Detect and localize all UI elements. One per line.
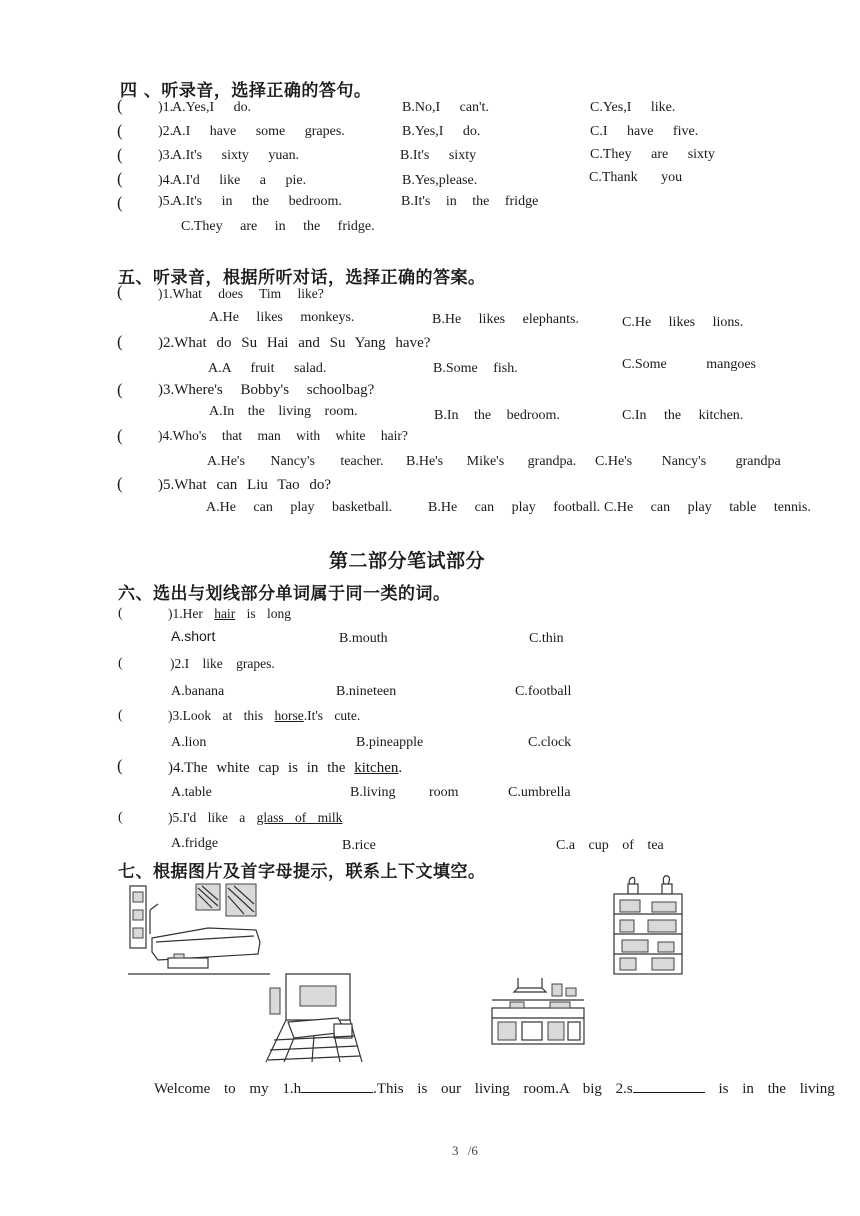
option-b: B.nineteen (336, 684, 397, 699)
living-room-picture (128, 880, 270, 980)
option-a: A.I'd like a pie. (172, 173, 307, 188)
question-text: )5.I'd like a glass of milk (168, 810, 343, 825)
option-c: C.He can play table tennis. (604, 500, 811, 515)
option-c: C.They are sixty (590, 147, 715, 162)
option-b: B.It's sixty (400, 148, 477, 163)
option-c: C.umbrella (508, 785, 571, 800)
option-a: A.banana (171, 684, 225, 699)
option-c: C.clock (528, 735, 572, 750)
question-text: )1.What does Tim like? (158, 286, 324, 301)
option-a: A.He's Nancy's teacher. (207, 454, 384, 469)
item-number: )4. (158, 173, 174, 188)
option-c: C.a cup of tea (556, 838, 664, 853)
answer-bracket[interactable]: ( (117, 145, 123, 164)
option-a: A.It's in the bedroom. (172, 194, 342, 209)
answer-bracket[interactable]: ( (117, 121, 123, 140)
question-text: )4.Who's that man with white hair? (158, 428, 408, 443)
answer-bracket[interactable]: ( (117, 380, 123, 399)
option-b: B.He likes elephants. (432, 312, 579, 327)
answer-bracket[interactable]: ( (117, 332, 123, 351)
option-a: A.I have some grapes. (172, 124, 345, 139)
section5-title: 五、听录音，根据所听对话，选择正确的答案。 (118, 268, 486, 288)
answer-bracket[interactable]: ( (117, 193, 123, 212)
option-a: A.short (171, 628, 216, 644)
page-number: 3 /6 (452, 1143, 478, 1158)
answer-bracket[interactable]: ( (118, 606, 123, 621)
question-text: )5.What can Liu Tao do? (158, 477, 332, 493)
item-number: )5. (158, 194, 174, 209)
answer-bracket[interactable]: ( (117, 426, 123, 445)
option-b: B.Yes,I do. (402, 124, 481, 139)
underlined-word: horse (274, 708, 304, 723)
underlined-word: glass of milk (256, 810, 343, 825)
option-a: A.It's sixty yuan. (172, 148, 300, 163)
option-b: B.He can play football. (428, 500, 601, 515)
question-text: )3.Look at this horse.It's cute. (168, 708, 361, 723)
answer-bracket[interactable]: ( (117, 96, 123, 115)
blank-2-input[interactable] (633, 1080, 705, 1093)
answer-bracket[interactable]: ( (117, 474, 123, 493)
question-text: )3.Where's Bobby's schoolbag? (158, 382, 375, 398)
option-c: C.He likes lions. (622, 315, 744, 330)
option-b: B.In the bedroom. (434, 408, 560, 423)
option-c: C.Some mangoes (622, 357, 756, 372)
option-a: A.table (171, 785, 212, 800)
fill-in-sentence: Welcome to my 1.h .This is our living room.A big 2.s is in the living (154, 1081, 835, 1097)
option-a: A.In the living room. (209, 404, 358, 419)
option-a: A.A fruit salad. (208, 361, 327, 376)
underlined-word: kitchen (354, 760, 399, 776)
option-b: B.Yes,please. (402, 173, 478, 188)
bookshelf-picture (608, 870, 688, 976)
option-b: B.mouth (339, 631, 388, 646)
option-c: C.I have five. (590, 124, 699, 139)
kitchen-picture (490, 974, 586, 1046)
option-a: A.He can play basketball. (206, 500, 393, 515)
option-b: B.pineapple (356, 735, 424, 750)
item-number: )1. (158, 100, 174, 115)
option-b: B.It's in the fridge (401, 194, 539, 209)
option-a: A.Yes,I do. (172, 100, 252, 115)
answer-bracket[interactable]: ( (117, 169, 123, 188)
section4-title: 四 、听录音，选择正确的答句。 (120, 81, 372, 101)
question-text: )2.What do Su Hai and Su Yang have? (158, 335, 431, 351)
option-c: C.thin (529, 631, 564, 646)
blank-1-input[interactable] (301, 1080, 373, 1093)
option-a: A.He likes monkeys. (209, 310, 355, 325)
answer-bracket[interactable]: ( (117, 756, 123, 775)
question-text: )1.Her hair is long (168, 606, 291, 621)
option-b: B.living room (350, 785, 459, 800)
answer-bracket[interactable]: ( (118, 708, 123, 723)
answer-bracket[interactable]: ( (117, 282, 123, 301)
option-c: C.They are in the fridge. (181, 219, 375, 234)
option-c: C.In the kitchen. (622, 408, 744, 423)
option-c: C.He's Nancy's grandpa (595, 454, 781, 469)
item-number: )2. (158, 124, 174, 139)
option-c: C.football (515, 684, 572, 699)
option-a: A.fridge (171, 836, 219, 851)
option-b: B.rice (342, 838, 376, 853)
item-number: )3. (158, 148, 174, 163)
option-c: C.Yes,I like. (590, 100, 676, 115)
option-b: B.He's Mike's grandpa. (406, 454, 577, 469)
answer-bracket[interactable]: ( (118, 810, 123, 825)
section6-title: 六、选出与划线部分单词属于同一类的词。 (118, 584, 451, 604)
question-text: )4.The white cap is in the kitchen. (168, 760, 403, 776)
option-a: A.lion (171, 735, 207, 750)
option-b: B.No,I can't. (402, 100, 489, 115)
bedroom-picture (264, 970, 364, 1064)
section7-title: 七、根据图片及首字母提示，联系上下文填空。 (118, 862, 486, 882)
question-text: )2.I like grapes. (170, 656, 275, 671)
underlined-word: hair (214, 606, 236, 621)
part2-title: 第二部分笔试部分 (329, 550, 486, 572)
option-b: B.Some fish. (433, 361, 518, 376)
answer-bracket[interactable]: ( (118, 656, 123, 671)
option-c: C.Thank you (589, 170, 683, 185)
